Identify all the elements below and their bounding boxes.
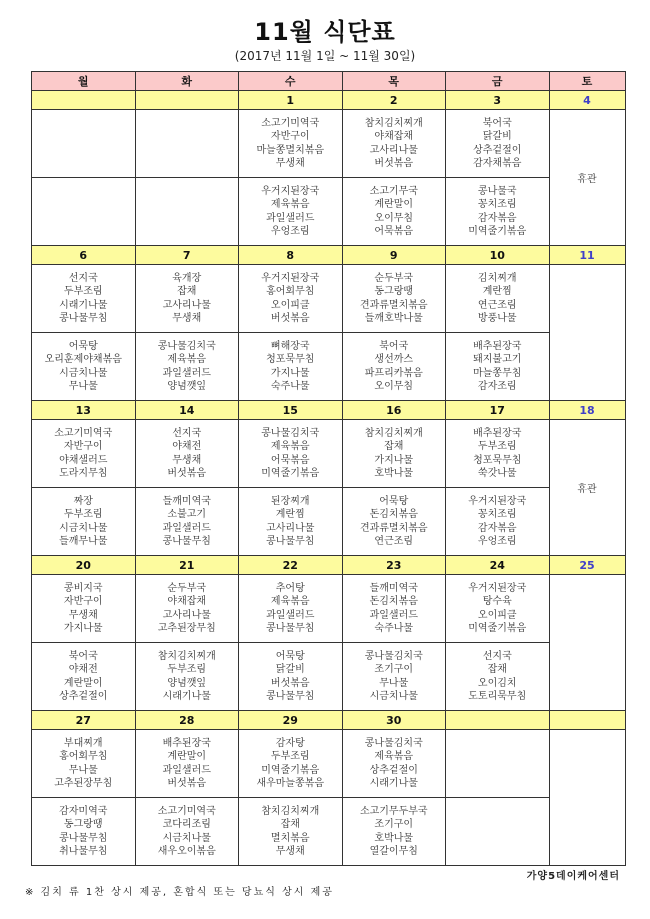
- menu-item: 배추된장국: [473, 340, 522, 352]
- menu-item: 무생채: [275, 158, 305, 169]
- menu-item: 선지국: [68, 272, 98, 284]
- date-cell: 7: [135, 246, 239, 265]
- menu-item: 코다리조림: [162, 819, 211, 830]
- weekday-thu: 목: [342, 72, 446, 91]
- date-cell: 3: [446, 91, 550, 110]
- date-row: [32, 246, 626, 265]
- menu-item: 열갈이무침: [369, 846, 418, 857]
- menu-item: 콩나물무침: [59, 832, 108, 844]
- menu-item: 도라지무침: [59, 468, 108, 479]
- date-cell: 17: [446, 401, 550, 420]
- menu-item: 된장찌개: [270, 495, 310, 507]
- menu-item: 두부조림: [63, 286, 103, 297]
- menu-item: 시금치나물: [162, 832, 211, 844]
- meal-cell: [446, 575, 550, 643]
- menu-item: 동그랑땡: [63, 819, 103, 830]
- menu-item: 고사리나물: [369, 144, 418, 156]
- meal-cell: [239, 265, 343, 333]
- meal-cell: [135, 178, 239, 246]
- meal-row-2: [32, 333, 626, 401]
- menu-item: 제육볶음: [270, 199, 310, 210]
- menu-item: 우거지된장국: [261, 272, 320, 284]
- date-cell: 9: [342, 246, 446, 265]
- meal-cell: [342, 798, 446, 866]
- menu-item: 콩나물김치국: [261, 427, 320, 439]
- menu-item: 두부조림: [167, 664, 207, 675]
- meal-cell: [32, 798, 136, 866]
- menu-item: 들깨미역국: [162, 495, 211, 507]
- menu-item: 도토리묵무침: [468, 691, 527, 702]
- menu-item: 청포묵무침: [473, 454, 522, 466]
- menu-item: 버섯볶음: [270, 313, 310, 324]
- menu-item: 고추된장무침: [54, 778, 113, 789]
- meal-calendar-table: [31, 71, 626, 866]
- menu-item: 동그랑땡: [374, 286, 414, 297]
- menu-item: 콩나물무침: [266, 691, 315, 702]
- menu-item: 버섯볶음: [167, 468, 207, 479]
- menu-item: 어묵탕: [275, 650, 305, 662]
- meal-cell: [239, 575, 343, 643]
- meal-cell: [135, 265, 239, 333]
- meal-cell: [135, 333, 239, 401]
- menu-item: 참치김치찌개: [157, 650, 216, 662]
- meal-cell: [32, 730, 136, 798]
- meal-row-2: [32, 488, 626, 556]
- menu-item: 새우마늘쫑볶음: [256, 778, 325, 789]
- menu-item: 참치김치찌개: [364, 117, 423, 129]
- meal-cell: [239, 110, 343, 178]
- menu-item: 조기구이: [374, 819, 414, 830]
- saturday-cell: 휴관: [549, 110, 625, 246]
- menu-item: 마늘쫑멸치볶음: [256, 144, 325, 156]
- menu-item: 무나물: [68, 764, 98, 776]
- menu-item: 야채샐러드: [59, 454, 108, 466]
- menu-item: 야채전: [172, 441, 202, 452]
- menu-item: 무나물: [379, 677, 409, 689]
- menu-item: 제육볶음: [270, 596, 310, 607]
- menu-item: 생선까스: [374, 354, 414, 365]
- menu-item: 고사리나물: [162, 609, 211, 621]
- menu-item: 방풍나물: [477, 313, 517, 324]
- weeks-body: [32, 91, 626, 866]
- menu-item: 어묵볶음: [270, 454, 310, 466]
- meal-cell: [239, 488, 343, 556]
- menu-item: 김치찌개: [477, 272, 517, 284]
- meal-cell: [135, 488, 239, 556]
- menu-item: 감자볶음: [477, 212, 517, 224]
- menu-item: 소고기미역국: [54, 427, 113, 439]
- date-row: [32, 91, 626, 110]
- date-cell: 21: [135, 556, 239, 575]
- menu-item: 무나물: [68, 381, 98, 392]
- meal-cell: [32, 333, 136, 401]
- meal-row-1: [32, 110, 626, 178]
- menu-item: 우거지된장국: [468, 582, 527, 594]
- menu-item: 연근조림: [374, 536, 414, 547]
- meal-cell: [446, 178, 550, 246]
- menu-item: 두부조림: [270, 751, 310, 762]
- menu-item: 돈김치볶음: [369, 509, 418, 520]
- menu-item: 조기구이: [374, 664, 414, 675]
- footnote: ※ 김치 류 1찬 상시 제공, 혼합식 또는 당뇨식 상시 제공: [25, 887, 334, 898]
- meal-cell: [446, 265, 550, 333]
- menu-item: 새우오이볶음: [157, 846, 216, 857]
- menu-item: 양념깻잎: [167, 381, 207, 392]
- menu-item: 계란말이: [63, 677, 103, 689]
- menu-item: 견과류멸치볶음: [359, 299, 428, 311]
- menu-item: 호박나물: [374, 468, 414, 479]
- menu-item: 선지국: [172, 427, 202, 439]
- menu-item: 들깨호박나물: [364, 313, 423, 324]
- menu-item: 자반구이: [63, 441, 103, 452]
- menu-item: 콩나물무침: [266, 536, 315, 547]
- menu-item: 우거지된장국: [261, 185, 320, 197]
- menu-item: 미역줄기볶음: [468, 623, 527, 634]
- menu-item: 시래기나물: [162, 691, 211, 702]
- menu-item: 콩나물김치국: [364, 650, 423, 662]
- meal-row-1: [32, 265, 626, 333]
- menu-item: 과일샐러드: [162, 367, 211, 379]
- saturday-cell: [549, 575, 625, 711]
- date-cell: 24: [446, 556, 550, 575]
- menu-item: 야채잡채: [167, 596, 207, 607]
- menu-item: 무생채: [275, 846, 305, 857]
- weekday-mon: 월: [32, 72, 136, 91]
- meal-cell: [446, 488, 550, 556]
- date-cell: 28: [135, 711, 239, 730]
- menu-item: 꽁치조림: [477, 199, 517, 210]
- menu-item: 추어탕: [275, 582, 305, 594]
- date-cell: 6: [32, 246, 136, 265]
- menu-item: 오이피클: [477, 609, 517, 621]
- meal-cell: [32, 420, 136, 488]
- menu-item: 미역줄기볶음: [261, 764, 320, 776]
- meal-cell: [239, 798, 343, 866]
- menu-item: 어묵탕: [379, 495, 409, 507]
- menu-item: 계란말이: [374, 199, 414, 210]
- menu-item: 마늘쫑무침: [473, 367, 522, 379]
- meal-row-2: [32, 178, 626, 246]
- menu-item: 쑥갓나물: [477, 468, 517, 479]
- menu-item: 제육볶음: [374, 751, 414, 762]
- meal-cell: [342, 420, 446, 488]
- menu-item: 들깨미역국: [369, 582, 418, 594]
- menu-item: 콩나물김치국: [364, 737, 423, 749]
- date-cell: [32, 91, 136, 110]
- center-name: 가양5데이케어센터: [526, 871, 620, 882]
- menu-item: 소고기미역국: [157, 805, 216, 817]
- menu-item: 청포묵무침: [266, 354, 315, 365]
- menu-item: 북어국: [379, 340, 409, 352]
- menu-item: 감자조림: [477, 381, 517, 392]
- menu-item: 연근조림: [477, 299, 517, 311]
- menu-item: 콩나물김치국: [157, 340, 216, 352]
- date-cell: 30: [342, 711, 446, 730]
- meal-cell: [135, 575, 239, 643]
- date-cell: [446, 711, 550, 730]
- menu-item: 미역줄기볶음: [468, 226, 527, 237]
- meal-cell: [32, 575, 136, 643]
- menu-item: 고사리나물: [266, 522, 315, 534]
- date-cell: 1: [239, 91, 343, 110]
- menu-item: 홍어회무침: [59, 751, 108, 762]
- saturday-date-cell: 11: [549, 246, 625, 265]
- menu-item: 자반구이: [63, 596, 103, 607]
- weekday-header-row: [32, 72, 626, 91]
- date-cell: 23: [342, 556, 446, 575]
- menu-item: 시금치나물: [59, 367, 108, 379]
- meal-cell: [32, 488, 136, 556]
- meal-cell: [135, 110, 239, 178]
- menu-item: 감자탕: [275, 737, 305, 749]
- meal-cell: [239, 730, 343, 798]
- menu-item: 북어국: [68, 650, 98, 662]
- meal-row-2: [32, 798, 626, 866]
- menu-item: 콩나물국: [477, 185, 517, 197]
- date-cell: 10: [446, 246, 550, 265]
- meal-row-1: [32, 420, 626, 488]
- meal-row-1: [32, 575, 626, 643]
- meal-cell: [446, 730, 550, 798]
- meal-cell: [32, 178, 136, 246]
- menu-item: 상추겉절이: [59, 691, 108, 702]
- meal-cell: [135, 798, 239, 866]
- menu-item: 콩비지국: [63, 582, 103, 594]
- menu-item: 감자미역국: [59, 805, 108, 817]
- menu-item: 양념깻잎: [167, 677, 207, 689]
- meal-cell: [342, 178, 446, 246]
- menu-item: 잡채: [177, 286, 197, 297]
- menu-item: 무생채: [172, 313, 202, 324]
- menu-item: 자반구이: [270, 131, 310, 142]
- menu-item: 참치김치찌개: [364, 427, 423, 439]
- menu-item: 오리훈제야채볶음: [44, 354, 122, 365]
- menu-item: 들깨무나물: [59, 536, 108, 547]
- menu-item: 과일샐러드: [162, 522, 211, 534]
- menu-item: 숙주나물: [270, 381, 310, 392]
- meal-row-1: [32, 730, 626, 798]
- meal-cell: [239, 643, 343, 711]
- saturday-date-cell: 18: [549, 401, 625, 420]
- meal-cell: [342, 488, 446, 556]
- meal-cell: [135, 643, 239, 711]
- saturday-date-cell: 25: [549, 556, 625, 575]
- menu-item: 상추겉절이: [473, 144, 522, 156]
- saturday-cell: [549, 265, 625, 401]
- menu-item: 고추된장무침: [157, 623, 216, 634]
- menu-item: 두부조림: [63, 509, 103, 520]
- menu-item: 돼지불고기: [473, 354, 522, 365]
- menu-item: 뼈해장국: [270, 340, 310, 352]
- meal-cell: [446, 798, 550, 866]
- menu-item: 야채전: [68, 664, 98, 675]
- meal-cell: [446, 333, 550, 401]
- saturday-date-cell: [549, 711, 625, 730]
- meal-cell: [135, 730, 239, 798]
- menu-item: 잡채: [487, 664, 507, 675]
- meal-cell: [446, 420, 550, 488]
- meal-cell: [342, 333, 446, 401]
- date-cell: 15: [239, 401, 343, 420]
- menu-item: 오이김치: [477, 677, 517, 689]
- meal-cell: [239, 178, 343, 246]
- meal-cell: [239, 333, 343, 401]
- menu-item: 파프리카볶음: [364, 367, 423, 379]
- menu-item: 소고기무두부국: [359, 805, 428, 817]
- menu-item: 과일샐러드: [162, 764, 211, 776]
- saturday-date-cell: 4: [549, 91, 625, 110]
- menu-item: 선지국: [482, 650, 512, 662]
- menu-item: 가지나물: [374, 454, 414, 466]
- weekday-wed: 수: [239, 72, 343, 91]
- date-row: [32, 556, 626, 575]
- menu-item: 계란말이: [167, 751, 207, 762]
- menu-item: 홍어회무침: [266, 286, 315, 297]
- meal-row-2: [32, 643, 626, 711]
- menu-item: 소불고기: [167, 509, 207, 520]
- saturday-cell: 휴관: [549, 420, 625, 556]
- menu-item: 시금치나물: [59, 522, 108, 534]
- date-cell: 2: [342, 91, 446, 110]
- meal-cell: [342, 575, 446, 643]
- menu-item: 부대찌개: [63, 737, 103, 749]
- menu-item: 배추된장국: [473, 427, 522, 439]
- menu-item: 제육볶음: [270, 441, 310, 452]
- menu-item: 고사리나물: [162, 299, 211, 311]
- meal-cell: [342, 730, 446, 798]
- meal-cell: [239, 420, 343, 488]
- date-row: [32, 711, 626, 730]
- date-cell: 16: [342, 401, 446, 420]
- date-cell: 8: [239, 246, 343, 265]
- menu-item: 잡채: [280, 819, 300, 830]
- menu-item: 순두부국: [374, 272, 414, 284]
- menu-item: 오이무침: [374, 381, 414, 392]
- menu-item: 우거지된장국: [468, 495, 527, 507]
- menu-item: 견과류멸치볶음: [359, 522, 428, 534]
- menu-item: 과일샐러드: [266, 609, 315, 621]
- menu-item: 닭갈비: [275, 664, 305, 675]
- menu-item: 오이피클: [270, 299, 310, 311]
- menu-item: 계란찜: [275, 509, 305, 520]
- menu-item: 우엉조림: [270, 226, 310, 237]
- menu-item: 미역줄기볶음: [261, 468, 320, 479]
- menu-item: 제육볶음: [167, 354, 207, 365]
- menu-item: 소고기미역국: [261, 117, 320, 129]
- weekday-sat: 토: [549, 72, 625, 91]
- date-cell: 27: [32, 711, 136, 730]
- menu-item: 취나물무침: [59, 846, 108, 857]
- menu-item: 감자채볶음: [473, 158, 522, 169]
- menu-item: 꽁치조림: [477, 509, 517, 520]
- date-range-subtitle: (2017년 11월 1일 ~ 11월 30일): [234, 49, 416, 63]
- menu-item: 감자볶음: [477, 522, 517, 534]
- menu-item: 어묵볶음: [374, 226, 414, 237]
- menu-item: 배추된장국: [162, 737, 211, 749]
- meal-cell: [342, 643, 446, 711]
- menu-item: 순두부국: [167, 582, 207, 594]
- menu-item: 참치김치찌개: [261, 805, 320, 817]
- date-row: [32, 401, 626, 420]
- meal-cell: [342, 265, 446, 333]
- menu-item: 콩나물무침: [266, 623, 315, 634]
- meal-cell: [32, 265, 136, 333]
- weekday-tue: 화: [135, 72, 239, 91]
- menu-item: 시래기나물: [59, 299, 108, 311]
- menu-item: 잡채: [384, 441, 404, 452]
- date-cell: 29: [239, 711, 343, 730]
- weekday-fri: 금: [446, 72, 550, 91]
- menu-item: 닭갈비: [482, 131, 512, 142]
- menu-item: 버섯볶음: [374, 158, 414, 169]
- menu-item: 야채잡채: [374, 131, 414, 142]
- meal-cell: [446, 643, 550, 711]
- menu-item: 콩나물무침: [162, 536, 211, 547]
- date-cell: [135, 91, 239, 110]
- menu-item: 숙주나물: [374, 623, 414, 634]
- date-cell: 14: [135, 401, 239, 420]
- menu-item: 탕수육: [482, 596, 512, 607]
- date-cell: 22: [239, 556, 343, 575]
- menu-item: 두부조림: [477, 441, 517, 452]
- menu-item: 오이무침: [374, 212, 414, 224]
- menu-item: 상추겉절이: [369, 764, 418, 776]
- menu-item: 버섯볶음: [270, 677, 310, 689]
- menu-item: 돈김치볶음: [369, 596, 418, 607]
- menu-item: 짜장: [73, 495, 93, 507]
- meal-cell: [135, 420, 239, 488]
- menu-item: 가지나물: [270, 367, 310, 379]
- menu-item: 버섯볶음: [167, 778, 207, 789]
- menu-item: 무생채: [68, 609, 98, 621]
- saturday-cell: [549, 730, 625, 866]
- menu-item: 어묵탕: [68, 340, 98, 352]
- meal-cell: [32, 643, 136, 711]
- menu-item: 소고기무국: [369, 185, 418, 197]
- meal-cell: [342, 110, 446, 178]
- date-cell: 13: [32, 401, 136, 420]
- menu-item: 호박나물: [374, 832, 414, 844]
- menu-item: 우엉조림: [477, 536, 517, 547]
- menu-item: 과일샐러드: [266, 212, 315, 224]
- menu-item: 북어국: [482, 117, 512, 129]
- meal-cell: [32, 110, 136, 178]
- menu-item: 콩나물무침: [59, 313, 108, 324]
- menu-item: 시금치나물: [369, 691, 418, 702]
- menu-item: 과일샐러드: [369, 609, 418, 621]
- menu-item: 시래기나물: [369, 778, 418, 789]
- menu-item: 가지나물: [63, 623, 103, 634]
- menu-item: 무생채: [172, 454, 202, 466]
- meal-cell: [446, 110, 550, 178]
- menu-item: 육개장: [172, 272, 202, 284]
- menu-item: 계란찜: [482, 286, 512, 297]
- menu-item: 멸치볶음: [270, 832, 310, 844]
- page-title: 11월 식단표: [254, 18, 396, 46]
- date-cell: 20: [32, 556, 136, 575]
